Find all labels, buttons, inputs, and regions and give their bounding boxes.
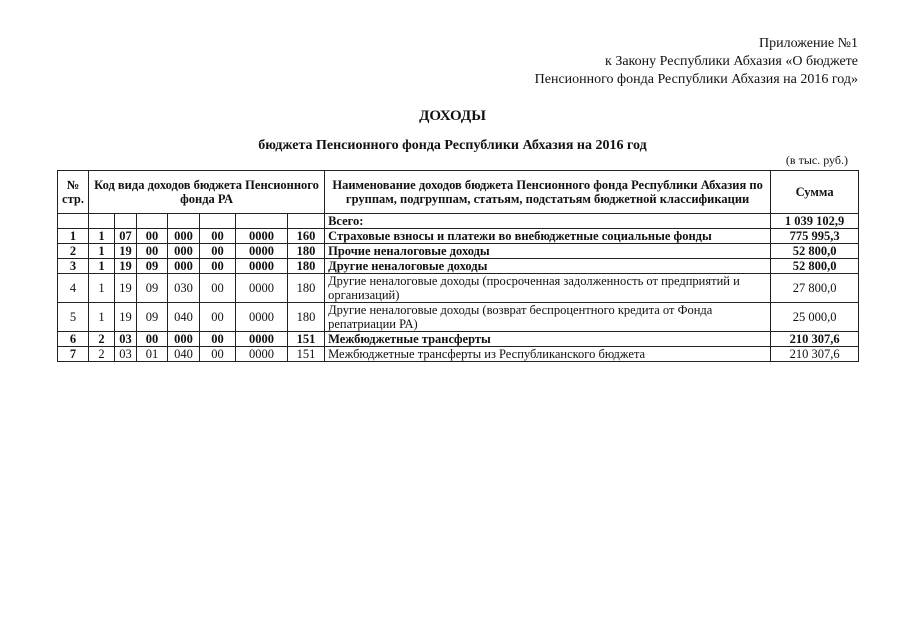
revenue-name: Межбюджетные трансферты <box>325 332 771 347</box>
annex-law: к Закону Республики Абхазия «О бюджете <box>605 54 858 69</box>
header-row-number: № стр. <box>58 171 89 214</box>
total-label: Всего: <box>325 214 771 229</box>
code-part: 2 <box>89 332 115 347</box>
revenue-sum: 27 800,0 <box>771 274 859 303</box>
header-code: Код вида доходов бюджета Пенсионного фонда РА <box>89 171 325 214</box>
code-part: 09 <box>137 274 168 303</box>
code-part: 1 <box>89 244 115 259</box>
code-part: 1 <box>89 303 115 332</box>
table-row <box>58 259 859 274</box>
code-part: 1 <box>89 274 115 303</box>
code-part: 0000 <box>236 303 288 332</box>
row-number: 2 <box>58 244 89 259</box>
document-subtitle: бюджета Пенсионного фонда Республики Абхазия на 2016 год <box>258 138 647 153</box>
code-part: 040 <box>168 347 200 362</box>
code-part: 180 <box>288 274 325 303</box>
revenue-sum: 210 307,6 <box>771 332 859 347</box>
code-part: 19 <box>115 259 137 274</box>
code-part: 01 <box>137 347 168 362</box>
table-row <box>58 332 859 347</box>
row-number: 4 <box>58 274 89 303</box>
code-part: 19 <box>115 274 137 303</box>
revenue-name: Прочие неналоговые доходы <box>325 244 771 259</box>
code-part: 00 <box>200 303 236 332</box>
code-part: 09 <box>137 303 168 332</box>
code-part: 000 <box>168 229 200 244</box>
document-title: ДОХОДЫ <box>419 108 486 124</box>
code-part: 0000 <box>236 259 288 274</box>
row-number: 3 <box>58 259 89 274</box>
code-part: 180 <box>288 303 325 332</box>
row-number: 1 <box>58 229 89 244</box>
code-part: 19 <box>115 303 137 332</box>
code-part: 1 <box>89 229 115 244</box>
table-row <box>58 347 859 362</box>
annex-number: Приложение №1 <box>759 36 858 51</box>
code-part: 00 <box>200 332 236 347</box>
code-part: 0000 <box>236 274 288 303</box>
revenue-sum: 52 800,0 <box>771 244 859 259</box>
code-part: 00 <box>200 244 236 259</box>
code-part: 00 <box>200 259 236 274</box>
code-part: 151 <box>288 332 325 347</box>
table-row <box>58 303 859 332</box>
code-part: 000 <box>168 332 200 347</box>
code-part: 00 <box>200 229 236 244</box>
row-number: 7 <box>58 347 89 362</box>
header-name: Наименование доходов бюджета Пенсионного фонда Республики Абхазия по группам, подгруппам, статьям, подстатьям бюджетной классификации <box>325 171 771 214</box>
annex-law-cont: Пенсионного фонда Республики Абхазия на 2016 год» <box>534 72 858 87</box>
code-part: 00 <box>200 274 236 303</box>
code-part: 151 <box>288 347 325 362</box>
header-sum: Сумма <box>771 171 859 214</box>
code-part: 160 <box>288 229 325 244</box>
revenue-name: Другие неналоговые доходы <box>325 259 771 274</box>
total-row <box>58 214 859 229</box>
code-part: 1 <box>89 259 115 274</box>
revenue-sum: 775 995,3 <box>771 229 859 244</box>
code-part: 19 <box>115 244 137 259</box>
code-part: 0000 <box>236 347 288 362</box>
code-part: 030 <box>168 274 200 303</box>
code-part: 000 <box>168 259 200 274</box>
revenue-name: Другие неналоговые доходы (возврат беспроцентного кредита от Фонда репатриации РА) <box>325 303 771 332</box>
code-part: 03 <box>115 332 137 347</box>
code-part: 040 <box>168 303 200 332</box>
revenue-name: Страховые взносы и платежи во внебюджетные социальные фонды <box>325 229 771 244</box>
code-part: 00 <box>137 229 168 244</box>
code-part: 00 <box>137 244 168 259</box>
code-part: 07 <box>115 229 137 244</box>
table-row <box>58 244 859 259</box>
unit-label: (в тыс. руб.) <box>785 153 848 167</box>
row-number: 6 <box>58 332 89 347</box>
revenue-name: Другие неналоговые доходы (просроченная задолженность от предприятий и организаций) <box>325 274 771 303</box>
code-part: 2 <box>89 347 115 362</box>
revenue-table <box>57 170 859 362</box>
code-part: 0000 <box>236 332 288 347</box>
total-sum: 1 039 102,9 <box>771 214 859 229</box>
revenue-sum: 25 000,0 <box>771 303 859 332</box>
code-part: 0000 <box>236 244 288 259</box>
code-part: 0000 <box>236 229 288 244</box>
table-row <box>58 229 859 244</box>
code-part: 09 <box>137 259 168 274</box>
code-part: 00 <box>200 347 236 362</box>
revenue-sum: 210 307,6 <box>771 347 859 362</box>
table-row <box>58 274 859 303</box>
row-number: 5 <box>58 303 89 332</box>
code-part: 000 <box>168 244 200 259</box>
code-part: 03 <box>115 347 137 362</box>
code-part: 180 <box>288 244 325 259</box>
revenue-name: Межбюджетные трансферты из Республиканского бюджета <box>325 347 771 362</box>
code-part: 180 <box>288 259 325 274</box>
revenue-sum: 52 800,0 <box>771 259 859 274</box>
code-part: 00 <box>137 332 168 347</box>
